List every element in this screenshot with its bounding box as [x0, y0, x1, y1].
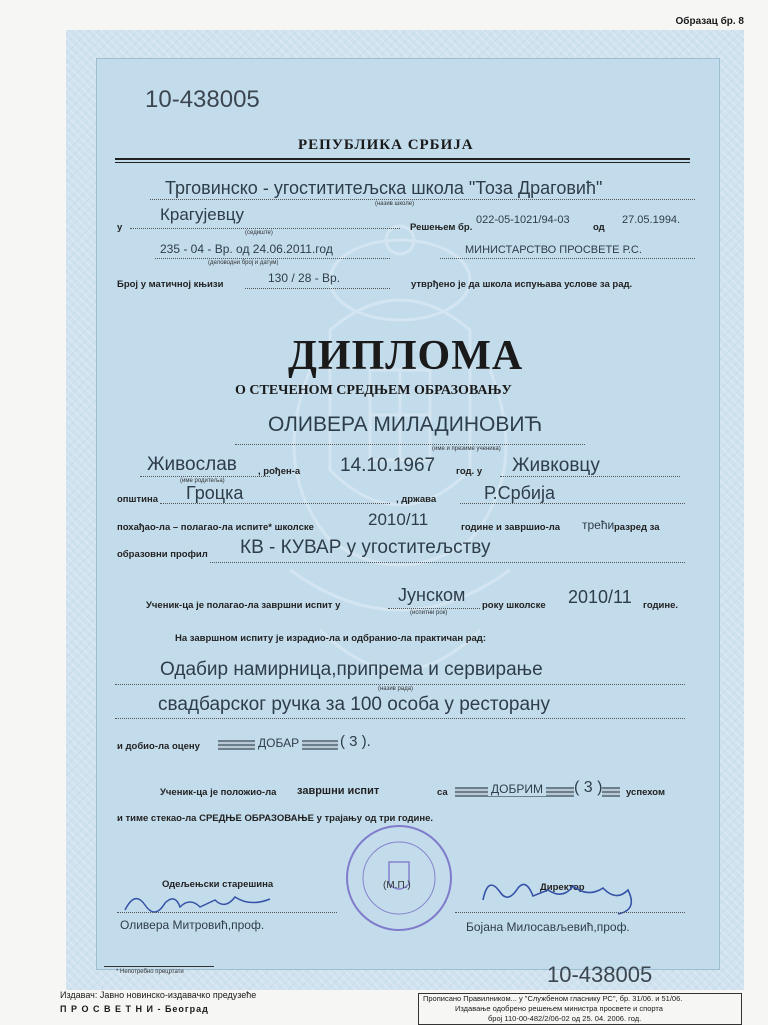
- parent-line: [140, 476, 270, 477]
- school-name-caption: (назив школе): [375, 201, 415, 207]
- birth-year-label: год. у: [456, 466, 483, 477]
- state: Р.Србија: [484, 483, 555, 503]
- footnote: * Непотребно прецртати: [116, 969, 184, 975]
- completed-label: године и завршио-ла: [461, 522, 561, 533]
- exam-year: 2010/11: [568, 587, 632, 607]
- municipality: Гроцка: [186, 483, 244, 503]
- profile-line: [210, 562, 685, 563]
- decision-number: 022-05-1021/94-03: [476, 214, 570, 226]
- work-title-line-2: свадбарског ручка за 100 особа у ресторану: [158, 694, 551, 715]
- ministry-line: [440, 258, 695, 259]
- birth-date: 14.10.1967: [340, 455, 436, 476]
- homeroom-signature-line: [117, 912, 337, 913]
- school-year: 2010/11: [368, 510, 429, 529]
- work-title-line-1-rule: [115, 684, 685, 685]
- serial-number-top: 10-438005: [145, 86, 260, 113]
- passed-prefix: Ученик-ца је положио-ла: [160, 787, 277, 798]
- publisher-line-2: П Р О С В Е Т Н И - Београд: [60, 1004, 209, 1014]
- birth-place: Живковцу: [512, 455, 600, 476]
- school-seal: [343, 822, 455, 934]
- header-rule: [115, 158, 690, 160]
- decision-od-label: од: [593, 222, 605, 233]
- work-title-caption: (назив рада): [378, 686, 414, 692]
- diploma-title: ДИПЛОМА: [288, 333, 524, 379]
- reference-line: [155, 258, 390, 259]
- school-city: Крагујевцу: [160, 205, 245, 224]
- work-title-line-1: Одабир намирница,припрема и сервирање: [160, 659, 543, 680]
- state-line: [460, 503, 685, 504]
- registry-number: 130 / 28 - Вр.: [268, 271, 341, 285]
- footnote-rule: [104, 966, 214, 967]
- header-rule-thin: [115, 162, 690, 163]
- final-grade: ДОБРИМ: [488, 782, 546, 796]
- work-grade-label: и добио-ла оцену: [117, 741, 200, 752]
- parent-name: Живослав: [147, 454, 237, 475]
- reference-number: 235 - 04 - Вр. од 24.06.2011.год: [160, 242, 333, 256]
- passed-final-exam: завршни испит: [297, 785, 380, 797]
- school-confirmed-text: утврђено је да школа испуњава услове за рад.: [411, 279, 633, 290]
- homeroom-teacher-label: Одељењски старешина: [162, 879, 274, 890]
- profile-label: образовни профил: [117, 549, 208, 560]
- director-signature-line: [455, 912, 685, 913]
- registry-label: Број у матичној књизи: [117, 279, 224, 290]
- city-line: [130, 228, 400, 229]
- legal-line-2: Издавање одобрено решењем министра просвете и спорта: [455, 1004, 663, 1013]
- in-label: у: [117, 222, 123, 233]
- acquired-education: и тиме стекао-ла СРЕДЊЕ ОБРАЗОВАЊЕ у трајању од три године.: [117, 813, 434, 824]
- work-grade: ДОБАР: [255, 736, 302, 750]
- municipality-line: [160, 503, 390, 504]
- director-label: Директор: [540, 882, 585, 893]
- school-name-line: [150, 199, 695, 200]
- director-signature: [478, 870, 658, 918]
- decision-date: 27.05.1994.: [622, 214, 681, 226]
- exam-term: Јунском: [398, 585, 466, 605]
- success-label: успехом: [626, 787, 665, 798]
- born-label: , рођен-а: [258, 466, 301, 477]
- educational-profile: КВ - КУВАР у угоститељству: [240, 537, 491, 558]
- republic-heading: РЕПУБЛИКА СРБИЈА: [298, 137, 474, 153]
- student-name-caption: (име и презиме ученика): [432, 446, 501, 452]
- diploma-subtitle: О СТЕЧЕНОМ СРЕДЊЕМ ОБРАЗОВАЊУ: [235, 383, 512, 398]
- homeroom-teacher-name: Оливера Митровић,проф.: [120, 918, 265, 932]
- practical-work-label: На завршном испиту је израдио-ла и одбранио-ла практичан рад:: [175, 633, 486, 644]
- attended-label: похађао-ла – полагао-ла испите* школске: [117, 522, 314, 533]
- birth-place-line: [500, 476, 680, 477]
- work-title-line-2-rule: [115, 718, 685, 719]
- seal-placeholder: (М.П.): [383, 880, 411, 891]
- registry-line: [245, 288, 390, 289]
- school-name: Трговинско - угостититељска школа "Тоза Драговић": [165, 178, 603, 198]
- work-grade-number: ( 3 ).: [340, 733, 371, 750]
- publisher-line-1: Издавач: Јавно новинско-издавачко предузеће: [60, 990, 257, 1000]
- reference-caption: (деловодни број и датум): [208, 260, 279, 266]
- legal-line-3: број 110-00-482/2/06-02 од 25. 04. 2006. год.: [488, 1014, 642, 1023]
- municipality-label: општина: [117, 494, 158, 505]
- ministry-name: МИНИСТАРСТВО ПРОСВЕТЕ Р.С.: [465, 244, 642, 256]
- final-grade-number: ( 3 ): [574, 779, 603, 796]
- city-caption: (седиште): [245, 230, 273, 236]
- legal-line-1: Прописано Правилником... у "Службеном гласнику РС", бр. 31/06. и 51/06.: [423, 994, 683, 1003]
- serial-number-bottom: 10-438005: [547, 962, 653, 987]
- student-name-line: [235, 444, 585, 445]
- parent-caption: (име родитеља): [180, 478, 225, 484]
- grade-suffix: разред за: [614, 522, 660, 533]
- exam-label: Ученик-ца је полагао-ла завршни испит у: [146, 600, 341, 611]
- state-label: , држава: [396, 494, 437, 505]
- decision-label: Решењем бр.: [410, 222, 473, 233]
- year-label: године.: [643, 600, 679, 611]
- student-name: ОЛИВЕРА МИЛАДИНОВИЋ: [268, 413, 543, 436]
- grade-level: трећи: [582, 518, 615, 532]
- exam-term-line: [388, 608, 480, 609]
- homeroom-signature: [120, 885, 290, 920]
- exam-term-caption: (испитни рок): [410, 610, 448, 616]
- passed-sa-label: са: [437, 787, 448, 798]
- director-name: Бојана Милосављевић,проф.: [466, 920, 630, 934]
- form-number: Образац бр. 8: [675, 16, 744, 27]
- term-label: року школске: [482, 600, 546, 611]
